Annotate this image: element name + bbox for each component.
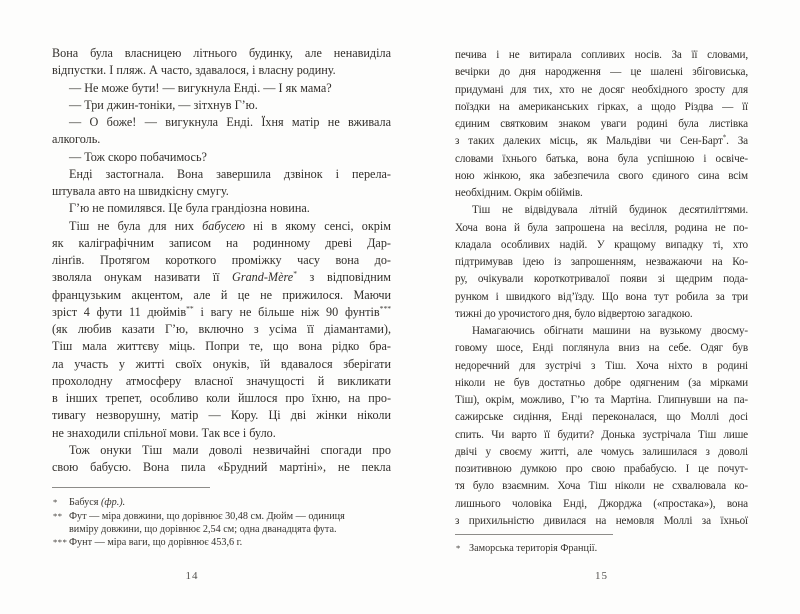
text-line: Намагаючись обігнати машини на вузькому двосму-: [472, 325, 748, 337]
text-line: зволяла онукам називати її Grand-Mère* з відповідним: [52, 269, 392, 285]
text-line: рунком і швидкого від’їзду. Що вона тут робила за три: [455, 290, 748, 303]
text-line: Тіш мала життєву міць. Попри те, що вона рідко бра-: [52, 339, 391, 354]
left-page-text: [52, 45, 391, 476]
text-line: Тіш не була для них бабусею ні в якому сенсі, окрім: [69, 218, 391, 233]
text-line: в інших трепет, особливо коли йшлося про їхню, на про-: [52, 391, 391, 405]
text-line: говому шосе, Енді поглянула вниз на себе. Одяг був: [455, 342, 748, 355]
text-line: не знаходили спільної мови. Так все і було.: [52, 425, 276, 440]
text-line: французьким акцентом, але й це не прижилося. Маючи: [52, 287, 391, 302]
text-line: алкоголь.: [52, 132, 101, 147]
text-line: Тож онуки Тіш мали доволі незвичайні спогади про: [69, 442, 391, 457]
right-page: [455, 47, 748, 555]
text-line: вечірки до дня народження — це шалені збіговиська,: [455, 66, 748, 79]
text-line: придумані для тих, хто не досяг необхідного зросту для: [455, 83, 748, 96]
text-line: кладала особливих надій. У кращому випадку ті, хто: [455, 238, 748, 251]
text-line: з прихильністю дивилася на немовля Моллі за їхньої: [455, 514, 748, 527]
text-line: спить. Чи варто її будити? Донька зустрічала Тіш лише: [455, 428, 748, 441]
footnote-marker: *: [456, 543, 461, 553]
text-line: Вона була власницею літнього будинку, але ненавиділа: [52, 46, 391, 60]
text-line: недоречний для зустрічі з Тіш. Хоча ніхто в родині: [455, 359, 748, 372]
footnote-line: *** Фунт — міра ваги, що дорівнює 453,6 г.: [53, 537, 243, 549]
text-line: тивагу незворушну, матір — Кору. Ці дві жінки ніколи: [52, 408, 391, 423]
text-line: ру, очікували короткотривалої появи зі щедрим пода-: [455, 273, 748, 286]
text-line: Хоча вона й була запрошена на весілля, родина не по-: [455, 221, 748, 234]
text-line: з таких далеких місць, як Мальдіви чи Сен-Барт*. За: [455, 133, 748, 148]
footnote-marker: *: [53, 497, 58, 508]
footnote-line: виміру довжини, що дорівнює 2,54 см; одна дванадцята фута.: [69, 524, 337, 536]
text-line: Енді застогнала. Вона завершила дзвінок і перела-: [69, 166, 391, 181]
text-line: поїздки на американських гірках, а щодо Різдва — її: [455, 100, 748, 113]
text-line: тижні до урочистого дня, було відвертою загадкою.: [455, 307, 693, 320]
footnote-line: * Заморська територія Франції.: [456, 543, 598, 554]
text-line: словами їхнього батька, вона була успішною і освіче-: [455, 152, 748, 165]
text-line: Г’ю не помилявся. Це була грандіозна новина.: [69, 201, 310, 216]
text-line: позитивною думкою про свою прабабусю. І це почут-: [455, 463, 748, 475]
text-line: тя було взаємним. Хоча Тіш ніколи не схвалювала ко-: [455, 480, 748, 493]
text-line: зріст 4 фути 11 дюймів** і вагу не більше ніж 90 фунтів***: [52, 303, 391, 319]
footnote-line: ** Фут — міра довжини, що дорівнює 30,48 см. Дюйм — одиниця: [53, 510, 345, 522]
text-line: як каліграфічним записом на родинному древі Дар-: [52, 235, 391, 250]
footnote-separator: [52, 487, 210, 488]
text-line: печива і не витирала сопливих носів. За її словами,: [455, 49, 748, 61]
footnote-marker: **: [53, 510, 63, 521]
text-line: Тіш не відвідувала літній будинок десятиліттями.: [472, 204, 748, 217]
page-number-right: 15: [595, 570, 608, 582]
text-line: сажирське сидіння, Енді переконалася, що Моллі досі: [455, 411, 748, 424]
text-line: (як любив казати Г’ю, включно з усіма її діамантами),: [52, 322, 391, 336]
right-page-footnotes: [455, 542, 748, 555]
text-line: лишнього чоловіка Енді, Джорджа («простака»), вона: [455, 497, 748, 510]
text-line: підтримував ідею із запрошенням, незважаючи на Ко-: [455, 256, 748, 268]
text-line: свою бабусю. Вона пила «Брудний мартіні», не пекла: [52, 460, 391, 474]
text-line: двічі у своєму житті, але чомусь залишилася з доволі: [455, 445, 748, 458]
page-number-left: 14: [185, 570, 199, 582]
footnote-line: * Бабуся (фр.).: [53, 497, 126, 509]
text-line: — Тож скоро побачимось?: [69, 149, 207, 164]
text-line: штувала авто на швидкісну смугу.: [52, 184, 229, 198]
footnote-marker: ***: [53, 537, 68, 548]
right-page-text: [455, 47, 748, 530]
text-line: Тіш), окрім, можливо, Г’ю та Мартіна. Глипнувши на па-: [455, 394, 748, 406]
text-line: відпустки. І пляж. А часто, здавалося, і власну родину.: [52, 63, 336, 78]
footnote-separator: [455, 534, 613, 535]
text-line: — Не може бути! — вигукнула Енді. — І як мама?: [69, 80, 332, 95]
text-line: необхідним. Окрім обіймів.: [455, 187, 583, 199]
left-page-footnotes: [52, 496, 391, 550]
text-line: лінґів. Протягом короткого проміжку часу вона до-: [52, 253, 391, 267]
left-page: [52, 45, 391, 550]
text-line: — О боже! — вигукнула Енді. Їхня матір не вживала: [69, 115, 391, 129]
text-line: прохолодну атмосферу власної значущості й викликати: [52, 373, 391, 388]
text-line: ла участь у житті своїх онуків, їй вдавалося зберігати: [52, 356, 391, 371]
text-line: єдиним святковим знаком уваги родині була листівка: [455, 118, 748, 130]
text-line: ною жінкою, яка забезпечила свого єдиного сина всім: [455, 169, 748, 182]
text-line: ніколи не був достатньо добре одягненим (за мірками: [455, 376, 748, 389]
text-line: — Три джин-тоніки, — зітхнув Г’ю.: [69, 97, 258, 112]
